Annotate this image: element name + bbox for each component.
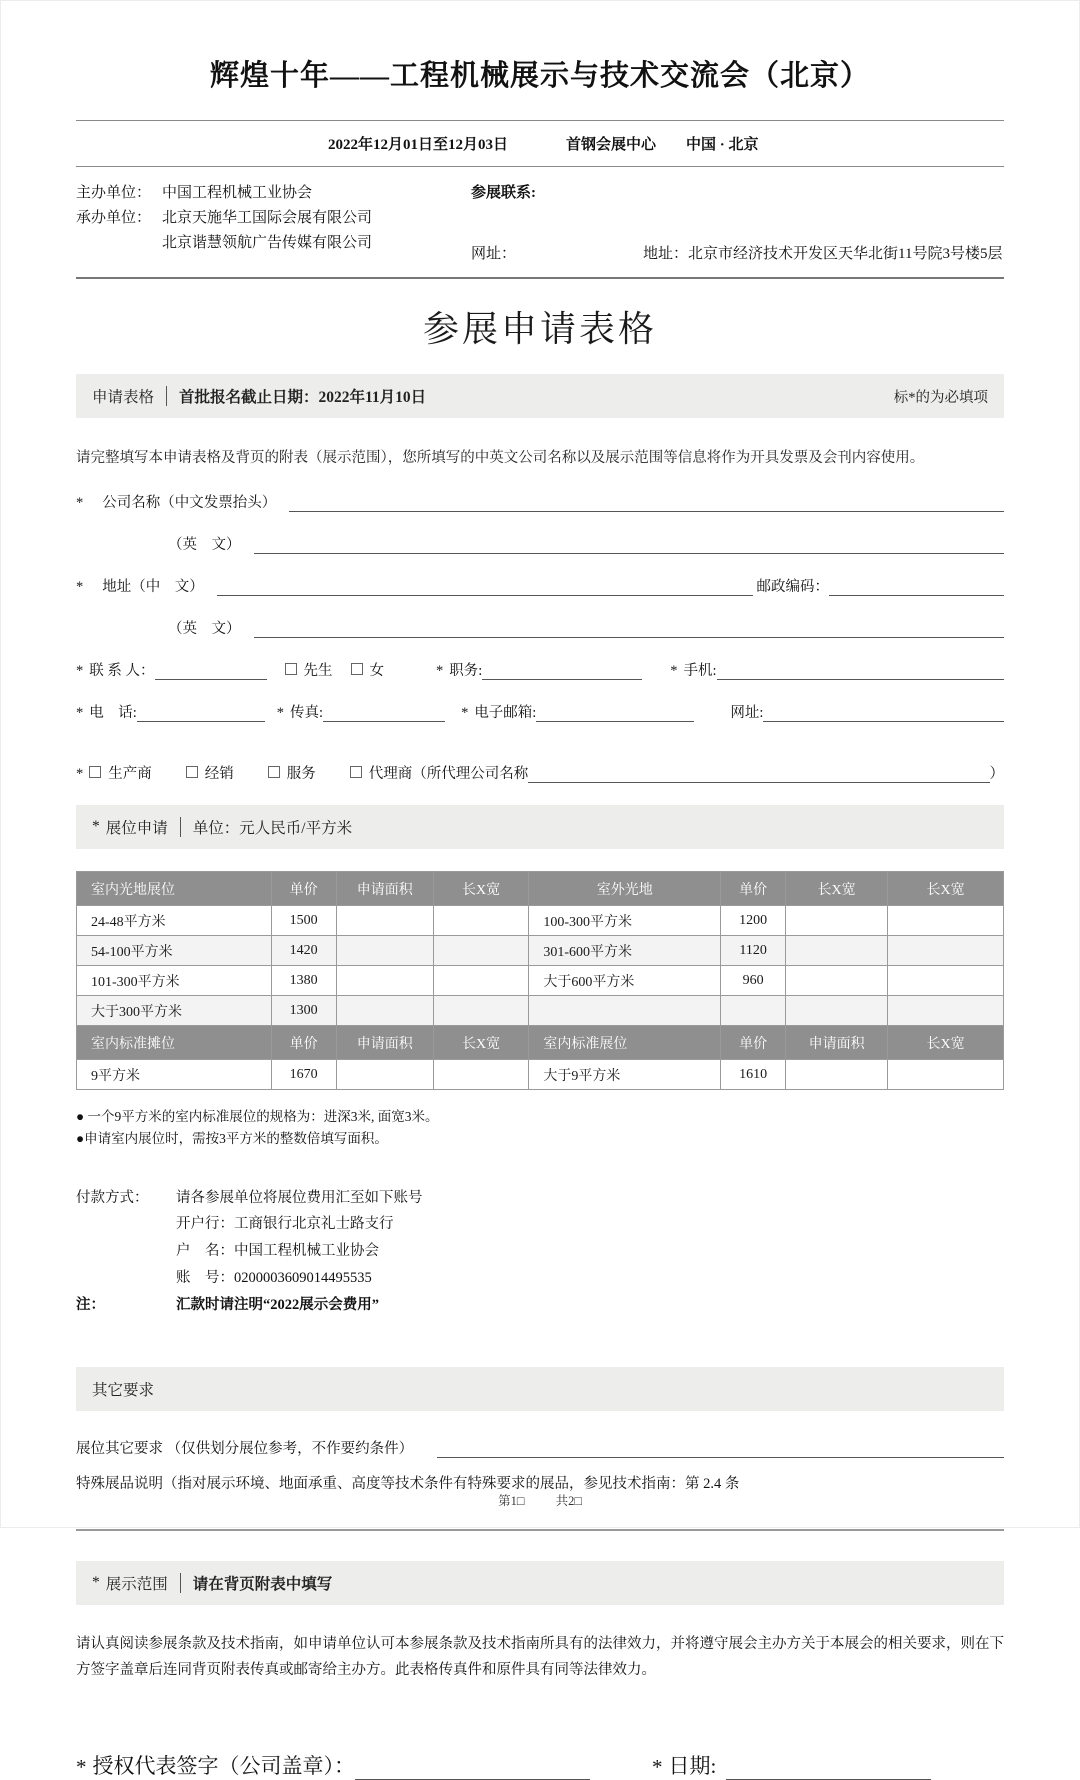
legal-paragraph: 请认真阅读参展条款及技术指南，如申请单位认可本参展条款及技术指南所具有的法律效力，并将遵守展会主办方关于本展会的相关要求，则在下方签字盖章后连同背页附表传真或邮寄给主办方。此表格传真件和原件具有同等法律效力。 — [76, 1635, 1004, 1679]
booth-value-cell: 301-600平方米 — [529, 936, 721, 966]
mr-label: 先生 — [303, 663, 333, 679]
booth-input-cell[interactable] — [888, 966, 1004, 996]
payment-account-name: 户 名：中国工程机械工业协会 — [176, 1243, 379, 1260]
date-input[interactable] — [726, 1756, 931, 1780]
special-exhibit-input[interactable] — [76, 1529, 1004, 1531]
job-title-input[interactable] — [482, 662, 642, 680]
booth-input-cell[interactable] — [433, 1060, 528, 1090]
booth-column-header: 长X宽 — [786, 872, 888, 906]
booth-notes — [76, 1106, 1004, 1151]
company-type-row — [76, 762, 1004, 783]
section-bar-booth — [76, 805, 1004, 849]
address-en-input[interactable] — [254, 620, 1005, 638]
agent-company-input[interactable] — [528, 765, 989, 783]
booth-note-2: ●申请室内展位时，需按3平方米的整数倍填写面积。 — [76, 1131, 388, 1147]
email-input[interactable] — [536, 704, 694, 722]
checkbox-distributor[interactable] — [186, 766, 198, 778]
booth-column-header: 单价 — [271, 872, 336, 906]
section-bar-scope — [76, 1561, 1004, 1605]
host-name: 中国工程机械工业协会 — [162, 185, 313, 201]
divider-line — [76, 120, 1004, 121]
payment-method-label: 付款方式： — [76, 1189, 149, 1206]
booth-value-cell: 大于600平方米 — [529, 966, 721, 996]
booth-column-header: 室外光地 — [529, 872, 721, 906]
contact-person-input[interactable] — [155, 662, 267, 680]
booth-value-cell: 1200 — [721, 906, 786, 936]
page-total: 共2□ — [555, 1494, 582, 1508]
payment-note-text: 汇款时请注明“2022展示会费用” — [176, 1296, 379, 1313]
booth-value-cell: 大于9平方米 — [529, 1060, 721, 1090]
booth-value-cell: 1120 — [721, 936, 786, 966]
event-title: 辉煌十年——工程机械展示与技术交流会（北京） — [209, 60, 870, 92]
agent-label: 代理商（所代理公司名称 — [368, 766, 529, 782]
booth-value-cell: 54-100平方米 — [77, 936, 272, 966]
mobile-input[interactable] — [717, 662, 1004, 680]
required-star: * — [76, 495, 84, 511]
booth-column-header: 单价 — [271, 1026, 336, 1060]
booth-section-label: 展位申请 — [105, 820, 168, 837]
booth-input-cell[interactable] — [786, 936, 888, 966]
booth-input-cell[interactable] — [786, 906, 888, 936]
booth-column-header: 单价 — [721, 1026, 786, 1060]
company-website-input[interactable] — [763, 704, 1004, 722]
booth-column-header: 室内标准展位 — [529, 1026, 721, 1060]
payment-method-text: 请各参展单位将展位费用汇至如下账号 — [176, 1189, 423, 1206]
booth-value-cell: 24-48平方米 — [77, 906, 272, 936]
deadline-text: 首批报名截止日期：2022年11月10日 — [179, 389, 427, 406]
page-number: 第1□ — [498, 1494, 525, 1508]
required-star: * — [76, 663, 84, 679]
booth-column-header: 室内标准摊位 — [77, 1026, 272, 1060]
company-name-cn-input[interactable] — [289, 494, 1004, 512]
organizer-block — [76, 181, 1004, 263]
booth-input-cell[interactable] — [888, 906, 1004, 936]
checkbox-mr[interactable] — [285, 663, 297, 675]
signature-row — [76, 1750, 1004, 1780]
manufacturer-label: 生产商 — [108, 766, 152, 782]
event-location: 中国 · 北京 — [686, 137, 759, 153]
divider-line-thick — [76, 277, 1004, 279]
organizer-address: 地址：北京市经济技术开发区天华北街11号院3号楼5层 — [643, 246, 1003, 262]
required-note: 标*的为必填项 — [893, 389, 988, 406]
company-name-en-input[interactable] — [254, 536, 1005, 554]
host-label: 主办单位： — [76, 185, 152, 201]
payment-block — [76, 1185, 1004, 1319]
booth-input-cell[interactable] — [433, 966, 528, 996]
booth-column-header: 室内光地展位 — [77, 872, 272, 906]
booth-unit-label: 单位：元人民币/平方米 — [192, 820, 353, 837]
section-bar-application — [76, 374, 1004, 418]
payment-account-number: 账 号：0200003609014495535 — [176, 1269, 372, 1286]
agent-close-paren: ） — [989, 766, 1004, 782]
checkbox-manufacturer[interactable] — [89, 766, 101, 778]
service-label: 服务 — [286, 766, 316, 782]
company-name-cn-row — [76, 491, 1004, 512]
booth-input-cell[interactable] — [888, 996, 1004, 1026]
website-label: 网址： — [471, 246, 517, 262]
required-star: * — [652, 1755, 663, 1780]
booth-column-header: 长X宽 — [433, 872, 528, 906]
scope-instruction: 请在背页附表中填写 — [192, 1575, 333, 1593]
booth-input-cell[interactable] — [888, 936, 1004, 966]
booth-value-cell: 1670 — [271, 1060, 336, 1090]
address-cn-row — [76, 575, 1004, 596]
booth-other-request-input[interactable] — [437, 1440, 1004, 1458]
booth-input-cell[interactable] — [336, 906, 433, 936]
company-name-en-label: （英 文） — [168, 537, 241, 553]
required-star: * — [76, 579, 84, 595]
address-en-label: （英 文） — [168, 621, 241, 637]
date-label: 日期: — [668, 1754, 717, 1779]
booth-value-cell: 9平方米 — [77, 1060, 272, 1090]
booth-input-cell[interactable] — [888, 1060, 1004, 1090]
company-website-label: 网址: — [730, 705, 764, 721]
booth-table-body — [77, 872, 1004, 1090]
booth-column-header: 长X宽 — [888, 1026, 1004, 1060]
booth-input-cell[interactable] — [529, 996, 721, 1026]
booth-price-table — [76, 871, 1004, 1090]
vertical-divider — [180, 1573, 181, 1593]
booth-input-cell[interactable] — [336, 996, 433, 1026]
fax-input[interactable] — [323, 704, 445, 722]
distributor-label: 经销 — [204, 766, 234, 782]
booth-input-cell[interactable] — [433, 936, 528, 966]
ms-label: 女 — [369, 663, 384, 679]
address-cn-label: 地址（中 文） — [102, 579, 204, 595]
postcode-input[interactable] — [829, 578, 1004, 596]
postcode-label: 邮政编码： — [756, 579, 829, 595]
booth-input-cell[interactable] — [336, 1060, 433, 1090]
scope-section-label: 展示范围 — [105, 1575, 168, 1593]
booth-value-cell: 101-300平方米 — [77, 966, 272, 996]
email-label: 电子邮箱: — [474, 705, 537, 721]
booth-input-cell[interactable] — [786, 1060, 888, 1090]
address-en-row — [76, 617, 1004, 638]
booth-input-cell[interactable] — [433, 996, 528, 1026]
organizer-name-1: 北京天施华工国际会展有限公司 — [162, 209, 373, 226]
required-star: * — [276, 705, 285, 721]
booth-value-cell: 1610 — [721, 1060, 786, 1090]
required-star: * — [92, 1573, 100, 1591]
address-cn-input[interactable] — [217, 578, 753, 596]
exhibit-contact-label: 参展联系: — [471, 185, 536, 201]
booth-value-cell: 1300 — [271, 996, 336, 1026]
intro-paragraph: 请完整填写本申请表格及背页的附表（展示范围），您所填写的中英文公司名称以及展示范围等信息将作为开具发票及会刊内容使用。 — [76, 450, 925, 466]
booth-input-cell[interactable] — [336, 966, 433, 996]
checkbox-agent[interactable] — [350, 766, 362, 778]
booth-input-cell[interactable] — [336, 936, 433, 966]
job-title-label: 职务: — [449, 663, 483, 679]
phone-label: 电 话: — [89, 705, 137, 721]
page-footer — [1, 1491, 1079, 1509]
phone-fax-row — [76, 701, 1004, 722]
other-requirements-lines — [76, 1437, 1004, 1493]
mobile-label: 手机: — [683, 663, 717, 679]
booth-input-cell[interactable] — [721, 996, 786, 1026]
fax-label: 传真: — [290, 705, 324, 721]
required-star: * — [670, 663, 678, 679]
signature-label: 授权代表签字（公司盖章）： — [92, 1754, 355, 1779]
booth-value-cell: 大于300平方米 — [77, 996, 272, 1026]
booth-column-header: 长X宽 — [433, 1026, 528, 1060]
booth-value-cell: 100-300平方米 — [529, 906, 721, 936]
booth-input-cell[interactable] — [786, 966, 888, 996]
organizer-name-2: 北京谐慧领航广告传媒有限公司 — [162, 234, 373, 251]
divider-line — [76, 166, 1004, 167]
booth-column-header: 申请面积 — [336, 872, 433, 906]
booth-value-cell: 1500 — [271, 906, 336, 936]
booth-value-cell: 960 — [721, 966, 786, 996]
event-meta-row — [76, 133, 1004, 154]
booth-input-cell[interactable] — [786, 996, 888, 1026]
company-name-en-row — [76, 533, 1004, 554]
phone-input[interactable] — [137, 704, 265, 722]
booth-column-header: 申请面积 — [786, 1026, 888, 1060]
vertical-divider — [180, 817, 181, 837]
checkbox-ms[interactable] — [351, 663, 363, 675]
booth-column-header: 申请面积 — [336, 1026, 433, 1060]
form-title: 参展申请表格 — [422, 309, 657, 349]
required-star: * — [436, 663, 444, 679]
required-star: * — [461, 705, 469, 721]
section-label: 申请表格 — [92, 389, 155, 406]
organizer-label: 承办单位： — [76, 209, 152, 226]
booth-note-1: ● 一个9平方米的室内标准展位的规格为：进深3米, 面宽3米。 — [76, 1109, 439, 1124]
form-fields — [76, 491, 1004, 783]
checkbox-service[interactable] — [268, 766, 280, 778]
booth-value-cell: 1420 — [271, 936, 336, 966]
payment-bank: 开户行：工商银行北京礼士路支行 — [176, 1216, 394, 1233]
company-name-cn-label: 公司名称（中文发票抬头） — [102, 495, 277, 511]
booth-other-request-label: 展位其它要求 （仅供划分展位参考，不作要约条件） — [76, 1440, 414, 1457]
required-star: * — [76, 1755, 87, 1780]
required-star: * — [92, 818, 100, 835]
other-requirements-label: 其它要求 — [92, 1381, 155, 1399]
booth-column-header: 单价 — [721, 872, 786, 906]
booth-column-header: 长X宽 — [888, 872, 1004, 906]
contact-person-label: 联 系 人： — [89, 663, 155, 679]
vertical-divider — [166, 386, 167, 406]
contact-person-row — [76, 659, 1004, 680]
required-star: * — [76, 766, 84, 782]
event-dates: 2022年12月01日至12月03日 — [328, 137, 509, 153]
required-star: * — [76, 705, 84, 721]
event-venue: 首钢会展中心 — [566, 137, 657, 153]
section-bar-other-requirements — [76, 1367, 1004, 1411]
special-exhibit-label: 特殊展品说明（指对展示环境、地面承重、高度等技术条件有特殊要求的展品，参见技术指南：第 2.4 条 — [76, 1475, 740, 1492]
payment-note-label: 注： — [76, 1296, 105, 1313]
booth-value-cell: 1380 — [271, 966, 336, 996]
booth-input-cell[interactable] — [433, 906, 528, 936]
signature-input[interactable] — [355, 1756, 590, 1780]
